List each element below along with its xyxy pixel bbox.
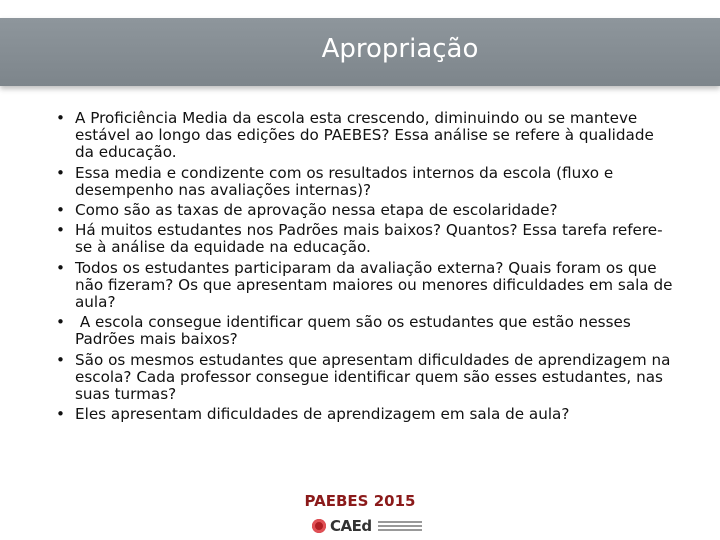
list-item: [56, 222, 676, 256]
logo-tagline-icon: [378, 520, 422, 532]
bullet-text: A escola consegue identificar quem são os estudantes que estão nesses Padrões mais baixos?: [75, 313, 636, 349]
list-item: [56, 202, 676, 219]
logo-mark-icon: [312, 519, 326, 533]
footer-label: [0, 492, 720, 510]
bullet-text: Todos os estudantes participaram da avaliação externa? Quais foram os que não fizeram? Os que apresentam maiores ou menores dificuldades em sala de aula?: [75, 258, 673, 312]
bullet-text: Há muitos estudantes nos Padrões mais baixos? Quantos? Essa tarefa refere-se à análise da equidade na educação.: [75, 221, 663, 257]
footer-text: PAEBES 2015: [304, 492, 416, 510]
bullet-list: [56, 110, 676, 426]
list-item: [56, 165, 676, 199]
list-item: [56, 314, 676, 348]
bullet-icon: •: [56, 163, 65, 182]
list-item: [56, 260, 676, 312]
slide-title: Apropriação: [321, 34, 479, 64]
logo-text: CAEd: [330, 517, 372, 535]
bullet-text: São os mesmos estudantes que apresentam dificuldades de aprendizagem na escola? Cada professor consegue identificar quem são esses estudantes, nas suas turmas?: [75, 350, 671, 404]
list-item: [56, 352, 676, 404]
bullet-icon: •: [56, 109, 65, 127]
bullet-icon: •: [56, 201, 65, 220]
list-item: [56, 110, 676, 162]
bullet-icon: •: [56, 405, 65, 424]
bullet-icon: •: [56, 221, 65, 240]
bullet-text: Eles apresentam dificuldades de aprendizagem em sala de aula?: [75, 405, 570, 424]
bullet-text: Essa media e condizente com os resultados internos da escola (fluxo e desempenho nas avaliações internas)?: [75, 163, 614, 199]
caed-logo: [312, 516, 432, 536]
bullet-icon: •: [56, 258, 65, 277]
title-bar: [0, 18, 720, 86]
bullet-text: Como são as taxas de aprovação nessa etapa de escolaridade?: [75, 201, 558, 220]
bullet-icon: •: [56, 313, 65, 332]
bullet-text: A Proficiência Media da escola esta crescendo, diminuindo ou se manteve estável ao longo das edições do PAEBES? Essa análise se refere à qualidade da educação.: [75, 109, 654, 162]
bullet-icon: •: [56, 350, 65, 369]
list-item: [56, 406, 676, 423]
